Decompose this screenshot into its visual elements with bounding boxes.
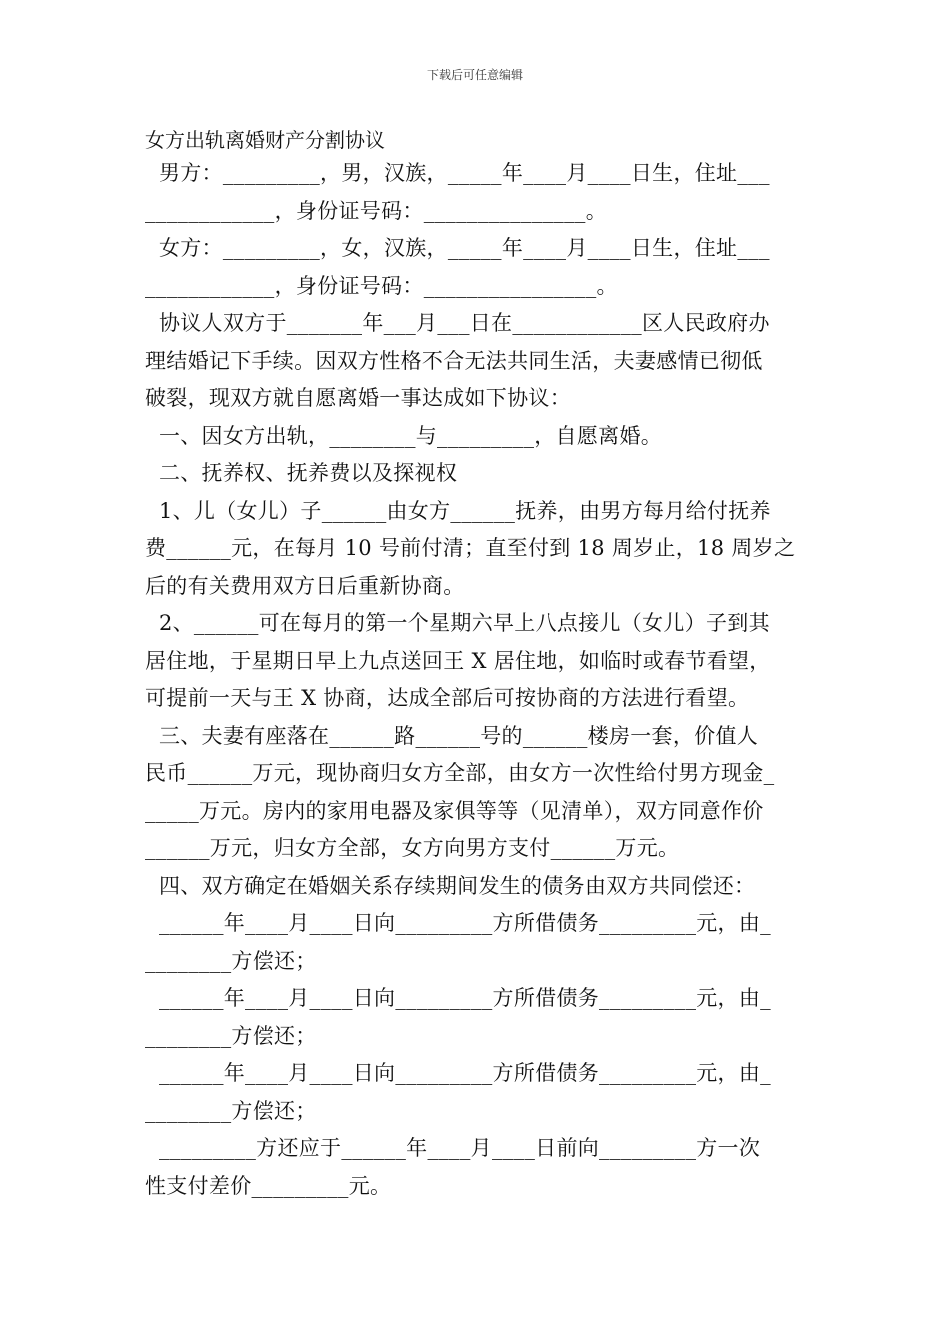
- body-line: 理结婚记下手续。因双方性格不合无法共同生活，夫妻感情已彻低: [145, 348, 763, 373]
- body-line: ______万元，归女方全部，女方向男方支付______万元。: [145, 836, 680, 860]
- body-line: ______年____月____日向_________方所借债务_________元，由_: [145, 986, 771, 1010]
- body-line: ________方偿还；: [145, 948, 317, 973]
- body-line: 一、因女方出轨，________与_________，自愿离婚。: [145, 423, 663, 448]
- body-line: ____________，身份证号码：________________。: [145, 273, 618, 298]
- body-line: _________方还应于______年____月____日前向_________方一次: [145, 1136, 761, 1160]
- body-line: 性支付差价_________元。: [145, 1173, 392, 1198]
- body-line: ____________，身份证号码：_______________。: [145, 198, 607, 223]
- body-line: 后的有关费用双方日后重新协商。: [145, 573, 465, 598]
- body-line: 四、双方确定在婚姻关系存续期间发生的债务由双方共同偿还：: [145, 873, 756, 898]
- body-line: 费______元，在每月 10 号前付清；直至付到 18 周岁止，18 周岁之: [145, 536, 796, 560]
- document-title: 女方出轨离婚财产分割协议: [145, 128, 385, 152]
- body-line: ______年____月____日向_________方所借债务_________元，由_: [145, 1061, 771, 1085]
- page-header-note: 下载后可任意编辑: [426, 68, 523, 82]
- body-line: _____万元。房内的家用电器及家俱等等（见清单），双方同意作价: [145, 798, 764, 823]
- body-line: 女方：_________，女，汉族，_____年____月____日生，住址___: [145, 236, 770, 260]
- body-line: 居住地，于星期日早上九点送回王 X 居住地，如临时或春节看望，: [145, 648, 771, 673]
- body-line: 三、夫妻有座落在______路______号的______楼房一套，价值人: [145, 723, 759, 748]
- body-line: 协议人双方于_______年___月___日在____________区人民政府办: [145, 311, 770, 335]
- body-line: ________方偿还；: [145, 1098, 317, 1123]
- body-line: ________方偿还；: [145, 1023, 317, 1048]
- body-line: 男方：_________，男，汉族，_____年____月____日生，住址___: [145, 161, 770, 185]
- body-line: ______年____月____日向_________方所借债务_________元，由_: [145, 911, 771, 935]
- body-line: 1、儿（女儿）子______由女方______抚养，由男方每月给付抚养: [145, 498, 771, 523]
- body-line: 民币______万元，现协商归女方全部，由女方一次性给付男方现金_: [145, 761, 775, 785]
- body-line: 可提前一天与王 X 协商，达成全部后可按协商的方法进行看望。: [145, 686, 750, 710]
- body-line: 破裂，现双方就自愿离婚一事达成如下协议：: [145, 386, 571, 410]
- body-line: 2、______可在每月的第一个星期六早上八点接儿（女儿）子到其: [145, 611, 770, 635]
- body-line: 二、抚养权、抚养费以及探视权: [145, 461, 458, 485]
